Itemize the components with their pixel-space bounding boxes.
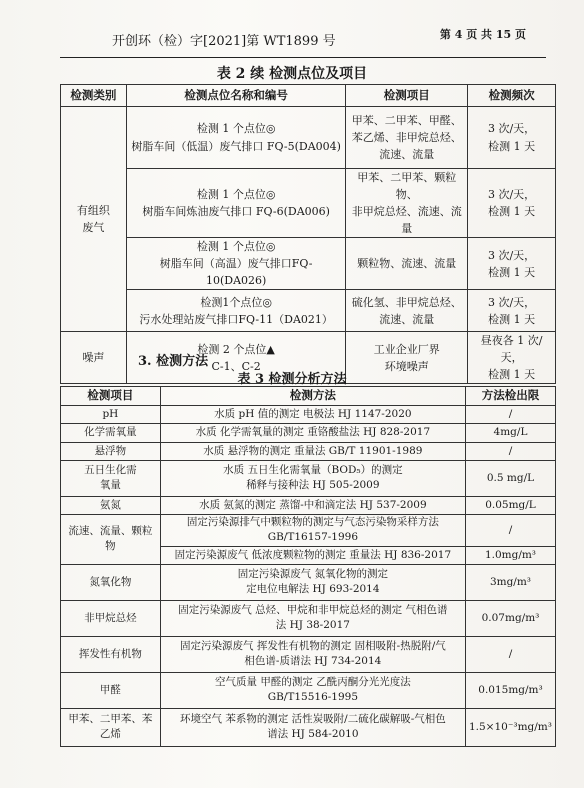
method-cell: 固定污染源废气 低浓度颗粒物的测定 重量法 HJ 836-2017 xyxy=(160,546,465,564)
section-heading: 3. 检测方法 xyxy=(138,354,209,369)
header-rule xyxy=(60,57,546,58)
method-cell: 水质 氨氮的测定 蒸馏-中和滴定法 HJ 537-2009 xyxy=(160,496,465,514)
method-cell: 水质 悬浮物的测定 重量法 GB/T 11901-1989 xyxy=(160,442,465,460)
item-cell: 流速、流量、颗粒 物 xyxy=(61,514,161,564)
limit-cell: / xyxy=(465,442,555,460)
table-header-row xyxy=(61,85,556,107)
column-header: 检测类别 xyxy=(61,85,127,107)
method-cell: 固定污染源废气 总烃、甲烷和非甲烷总烃的测定 气相色谱 法 HJ 38-2017 xyxy=(160,600,465,636)
limit-cell: 4mg/L xyxy=(465,423,555,442)
column-header: 方法检出限 xyxy=(465,387,555,406)
page-indicator: 第 4 页 共 15 页 xyxy=(439,28,526,41)
limit-cell: 1.5×10⁻³mg/m³ xyxy=(465,708,555,746)
item-cell: 挥发性有机物 xyxy=(61,636,161,672)
limit-cell: / xyxy=(465,514,555,546)
table-row xyxy=(61,672,556,708)
column-header: 检测方法 xyxy=(160,387,465,406)
location-cell: 检测 1 个点位◎ 树脂车间（低温）废气排口 FQ-5(DA004) xyxy=(126,107,346,169)
table-row xyxy=(61,514,556,546)
method-cell: 空气质量 甲醛的测定 乙酰丙酮分光光度法 GB/T15516-1995 xyxy=(160,672,465,708)
detection-points-table xyxy=(60,84,556,384)
frequency-cell: 3 次/天， 检测 1 天 xyxy=(468,238,556,290)
frequency-cell: 3 次/天， 检测 1 天 xyxy=(468,169,556,238)
table3-title: 表 3 检测分析方法 xyxy=(237,372,347,387)
location-cell: 检测 1 个点位◎ 树脂车间（高温）废气排口FQ-10(DA026) xyxy=(126,238,346,290)
items-cell: 工业企业厂界 环境噪声 xyxy=(346,332,468,384)
limit-cell: 0.015mg/m³ xyxy=(465,672,555,708)
column-header: 检测点位名称和编号 xyxy=(126,85,346,107)
item-cell: 化学需氧量 xyxy=(61,423,161,442)
method-cell: 固定污染源废气 挥发性有机物的测定 固相吸附-热脱附/气 相色谱-质谱法 HJ 734-2014 xyxy=(160,636,465,672)
item-cell: pH xyxy=(61,405,161,423)
item-cell: 氨氮 xyxy=(61,496,161,514)
table-header-row xyxy=(61,387,556,406)
method-cell: 固定污染源废气 氮氧化物的测定 定电位电解法 HJ 693-2014 xyxy=(160,564,465,600)
item-cell: 悬浮物 xyxy=(61,442,161,460)
table-row xyxy=(61,460,556,496)
items-cell: 甲苯、二甲苯、甲醛、 苯乙烯、非甲烷总烃、 流速、流量 xyxy=(346,107,468,169)
limit-cell: / xyxy=(465,636,555,672)
table-row xyxy=(61,496,556,514)
table-row xyxy=(61,423,556,442)
location-cell: 检测 1 个点位◎ 树脂车间炼油废气排口 FQ-6(DA006) xyxy=(126,169,346,238)
item-cell: 甲醛 xyxy=(61,672,161,708)
limit-cell: 0.5 mg/L xyxy=(465,460,555,496)
category-cell: 噪声 xyxy=(61,332,127,384)
limit-cell: 1.0mg/m³ xyxy=(465,546,555,564)
table-row xyxy=(61,600,556,636)
table-row xyxy=(61,564,556,600)
location-cell: 检测 2 个点位▲ C-1、C-2 xyxy=(126,332,346,384)
analysis-methods-table xyxy=(60,386,556,747)
limit-cell: 3mg/m³ xyxy=(465,564,555,600)
document-number: 开创环（检）字[2021]第 WT1899 号 xyxy=(112,34,336,49)
method-cell: 水质 化学需氧量的测定 重铬酸盐法 HJ 828-2017 xyxy=(160,423,465,442)
table-row xyxy=(61,636,556,672)
location-cell: 检测1个点位◎ 污水处理站废气排口FQ-11（DA021） xyxy=(126,290,346,332)
table-row xyxy=(61,107,556,169)
frequency-cell: 3 次/天， 检测 1 天 xyxy=(468,107,556,169)
method-cell: 固定污染源排气中颗粒物的测定与气态污染物采样方法 GB/T16157-1996 xyxy=(160,514,465,546)
column-header: 检测项目 xyxy=(346,85,468,107)
items-cell: 甲苯、二甲苯、颗粒物、 非甲烷总烃、流速、流 量 xyxy=(346,169,468,238)
item-cell: 非甲烷总烃 xyxy=(61,600,161,636)
method-cell: 环境空气 苯系物的测定 活性炭吸附/二硫化碳解吸-气相色 谱法 HJ 584-2010 xyxy=(160,708,465,746)
frequency-cell: 昼夜各 1 次/天， 检测 1 天 xyxy=(468,332,556,384)
column-header: 检测项目 xyxy=(61,387,161,406)
method-cell: 水质 五日生化需氧量（BOD₅）的测定 稀释与接种法 HJ 505-2009 xyxy=(160,460,465,496)
item-cell: 甲苯、二甲苯、苯 乙烯 xyxy=(61,708,161,746)
limit-cell: 0.07mg/m³ xyxy=(465,600,555,636)
table-row xyxy=(61,290,556,332)
table-row xyxy=(61,238,556,290)
frequency-cell: 3 次/天， 检测 1 天 xyxy=(468,290,556,332)
category-cell: 有组织 废气 xyxy=(61,107,127,332)
method-cell: 水质 pH 值的测定 电极法 HJ 1147-2020 xyxy=(160,405,465,423)
table-row xyxy=(61,169,556,238)
table-row xyxy=(61,442,556,460)
item-cell: 五日生化需 氧量 xyxy=(61,460,161,496)
table-row xyxy=(61,708,556,746)
item-cell: 氮氧化物 xyxy=(61,564,161,600)
table2-title: 表 2 续 检测点位及项目 xyxy=(216,66,368,82)
items-cell: 硫化氢、非甲烷总烃、 流速、流量 xyxy=(346,290,468,332)
column-header: 检测频次 xyxy=(468,85,556,107)
limit-cell: / xyxy=(465,405,555,423)
limit-cell: 0.05mg/L xyxy=(465,496,555,514)
items-cell: 颗粒物、流速、流量 xyxy=(346,238,468,290)
table-row xyxy=(61,405,556,423)
